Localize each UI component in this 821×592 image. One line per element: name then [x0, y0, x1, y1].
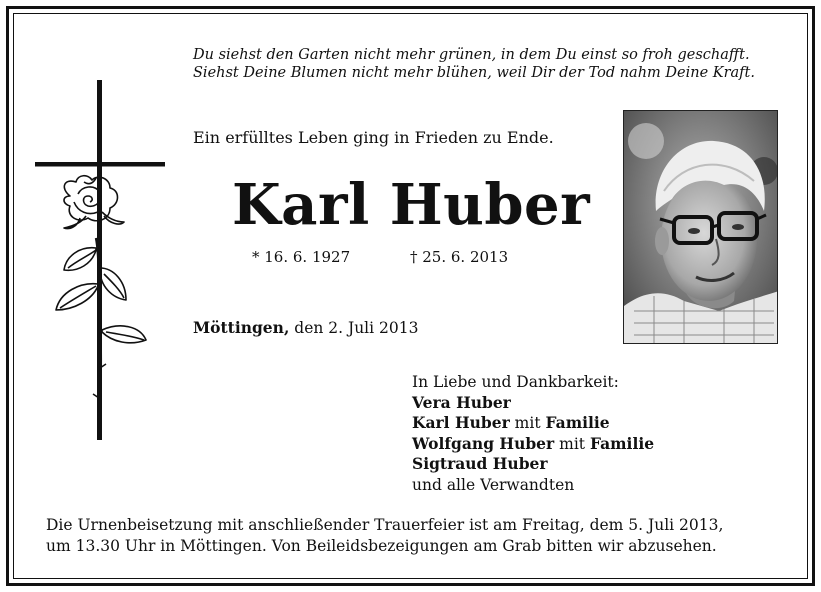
- poem-line: Du siehst den Garten nicht mehr grünen, in dem Du einst so froh geschafft.: [193, 47, 750, 63]
- member-mid: mit: [509, 414, 546, 432]
- member-mid: mit: [554, 434, 590, 453]
- member-name: Wolfgang Huber: [412, 433, 555, 453]
- family-block: [412, 372, 654, 495]
- cross-rose-icon: [30, 78, 170, 448]
- family-closing: und alle Verwandten: [412, 475, 575, 494]
- member-name: Vera Huber: [412, 392, 511, 412]
- family-member: [412, 434, 654, 455]
- funeral-notice: [46, 515, 723, 557]
- member-suffix: Familie: [545, 413, 610, 432]
- place-date: [193, 318, 418, 337]
- intro-text: Ein erfülltes Leben ging in Frieden zu Ende.: [193, 128, 554, 147]
- portrait-image: [624, 111, 778, 344]
- place-town: Möttingen,: [193, 318, 290, 337]
- family-member: [412, 393, 654, 414]
- deceased-name: Karl Huber: [232, 172, 591, 238]
- member-name: Karl Huber: [412, 413, 510, 432]
- poem: [193, 46, 803, 82]
- member-name: Sigtraud Huber: [412, 454, 548, 473]
- family-member: [412, 413, 654, 434]
- family-member: [412, 454, 654, 475]
- poem-line: Siehst Deine Blumen nicht mehr blühen, weil Dir der Tod nahm Deine Kraft.: [193, 65, 755, 81]
- member-suffix: Familie: [589, 433, 655, 453]
- notice-line: Die Urnenbeisetzung mit anschließender Trauerfeier ist am Freitag, dem 5. Juli 2013,: [46, 516, 724, 534]
- death-date: † 25. 6. 2013: [410, 248, 509, 266]
- portrait-photo: [623, 110, 778, 344]
- family-heading: In Liebe und Dankbarkeit:: [412, 373, 619, 391]
- notice-line: um 13.30 Uhr in Möttingen. Von Beileidsbezeigungen am Grab bitten wir abzusehen.: [46, 537, 717, 555]
- birth-date: * 16. 6. 1927: [252, 248, 351, 266]
- place-date-text: den 2. Juli 2013: [289, 319, 419, 337]
